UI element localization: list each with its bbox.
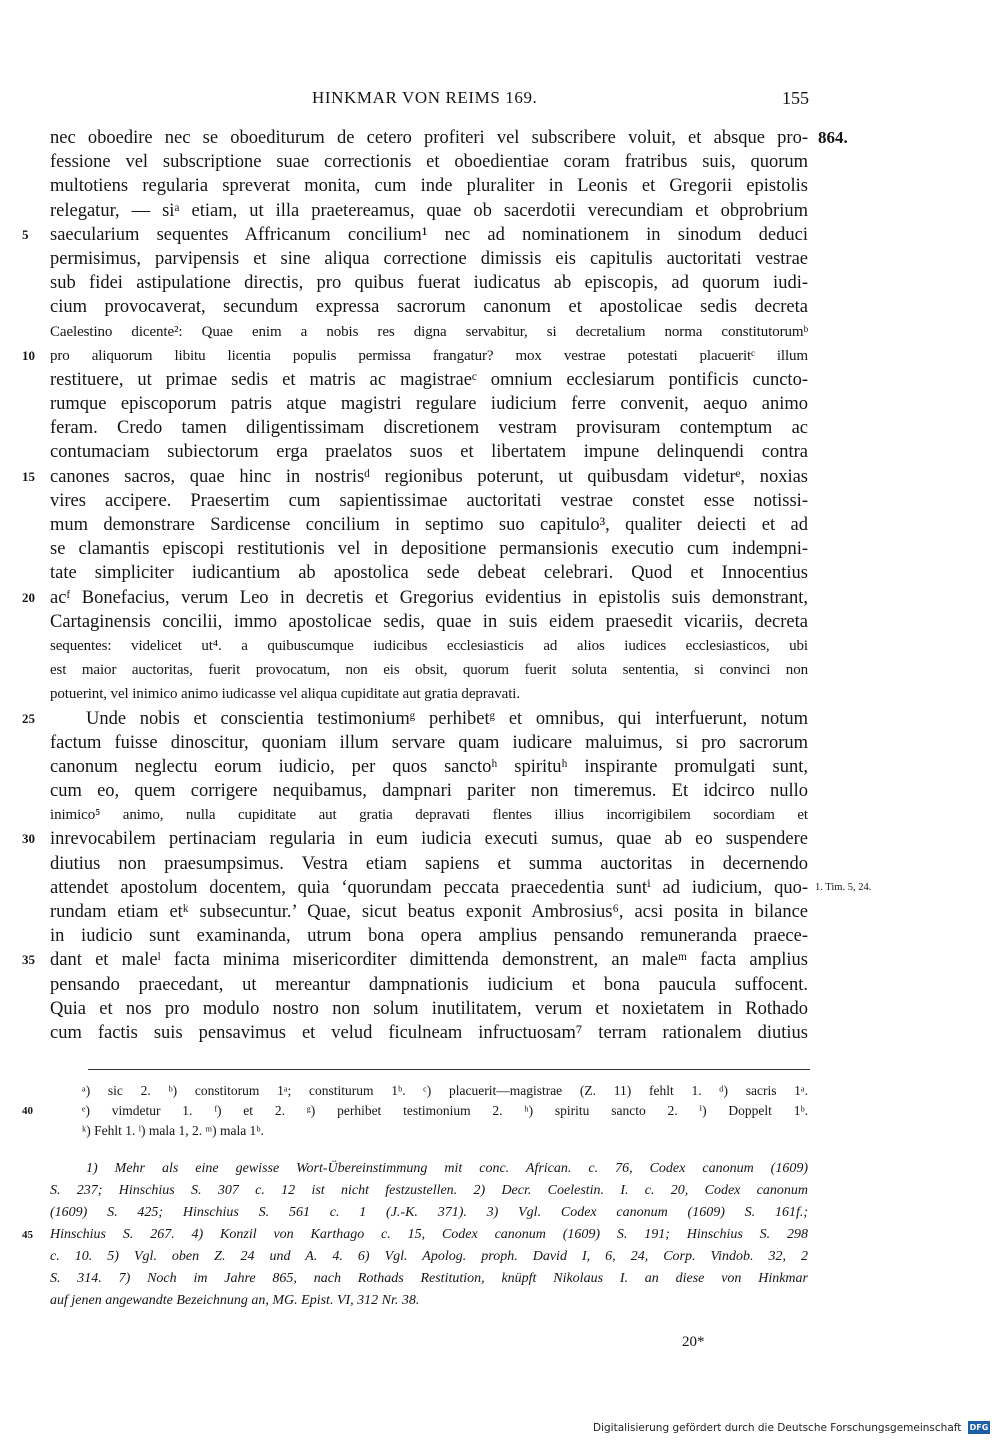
line-number: 20: [22, 589, 35, 605]
text-line: [0, 271, 1000, 295]
line-number: 35: [22, 952, 35, 968]
text-line: [0, 731, 1000, 755]
line-text: rundam etiam etᵏ subsecuntur.’ Quae, sicut beatus exponit Ambrosius⁶, acsi posita in bilance: [50, 902, 808, 922]
text-line: [0, 199, 1000, 223]
signature-mark: 20*: [682, 1334, 705, 1350]
text-line: [0, 827, 1000, 851]
text-line: [0, 416, 1000, 440]
page-header: [0, 88, 1000, 112]
text-line: [0, 174, 1000, 198]
footnote-text: S. 314. 7) Noch im Jahre 865, nach Rothads Restitution, knüpft Nikolaus I. an diese von Hinkmar: [50, 1271, 808, 1286]
text-line: [0, 948, 1000, 972]
line-text: inrevocabilem pertinaciam regularia in eum iudicia executi sumus, quae ab eo suspendere: [50, 829, 808, 850]
text-line: [0, 755, 1000, 779]
line-text: permisimus, parvipensis et sine aliqua correctione dimissis eis capitulis auctoritati vestrae: [50, 248, 808, 269]
line-text: fessione vel subscriptione suae correctionis et oboedientiae coram fratribus suis, quorum: [50, 152, 808, 173]
line-text: sub fidei astipulatione directis, pro quibus fuerat iudicatus ab episcopis, ad quorum iudi-: [50, 273, 808, 294]
line-number: 30: [22, 831, 35, 847]
line-text: Unde nobis et conscientia testimoniumᵍ perhibetᵍ et omnibus, qui interfuerunt, notum: [86, 708, 808, 729]
text-line: [0, 223, 1000, 247]
text-line: [0, 658, 1000, 682]
line-text: Caelestino dicente²: Quae enim a nobis res digna servabitur, si decretalium norma constitutorumᵇ: [50, 323, 808, 340]
margin-year: 864.: [818, 128, 848, 147]
line-text: pensando praecedant, ut mereantur dampnationis iudicium et bona paucula suffocent.: [50, 974, 808, 995]
line-text: canones sacros, quae hinc in nostrisᵈ regionibus poterunt, ut quibusdam videturᵉ, noxias: [50, 466, 808, 487]
apparatus-text: ᵏ) Fehlt 1. ˡ) mala 1, 2. ᵐ) mala 1ᵇ.: [82, 1123, 264, 1138]
footnote-text: S. 237; Hinschius S. 307 c. 12 ist nicht festzustellen. 2) Decr. Coelestin. I. c. 20, Codex canonum: [50, 1183, 808, 1198]
text-line: [0, 247, 1000, 271]
line-text: cium provocaverat, secundum expressa sacrorum canonum et apostolicae sedis decreta: [50, 297, 808, 318]
line-text: canonum neglectu eorum iudicio, per quos sanctoʰ spirituʰ inspirante promulgati sunt,: [50, 756, 808, 777]
line-text: attendet apostolum docentem, quia ‘quorundam peccata praecedentia suntⁱ ad iudicium, quo-: [50, 877, 808, 898]
line-number: 10: [22, 347, 35, 363]
line-text: mum demonstrare Sardicense concilium in septimo suo capitulo³, qualiter deiecti et ad: [50, 515, 808, 535]
line-text: vires accipere. Praesertim cum sapientissimae auctoritati vestrae constet esse notissi-: [50, 490, 808, 511]
text-line: [0, 489, 1000, 513]
line-text: se clamantis episcopi restitutionis vel in depositione permansionis executio cum indempni-: [50, 539, 808, 560]
footnote-line: [0, 1290, 1000, 1312]
line-text: diutius non praesumpsimus. Vestra etiam sapiens et summa auctoritas in decernendo: [50, 853, 808, 874]
footnote-line: [0, 1180, 1000, 1202]
footnote-line: [0, 1158, 1000, 1180]
funding-notice: Digitalisierung gefördert durch die Deutsche Forschungsgemeinschaft: [593, 1422, 962, 1434]
line-text: dant et maleˡ facta minima misericorditer dimittenda demonstrent, an maleᵐ facta amplius: [50, 950, 808, 971]
text-line: [0, 707, 1000, 731]
text-line: [0, 900, 1000, 924]
line-text: factum fuisse dinoscitur, quoniam illum servare quam iudicare maluimus, si pro sacrorum: [50, 732, 808, 753]
line-text: contumaciam subiectorum erga praelatos suos et libertatem impune delinquendi contra: [50, 442, 808, 463]
text-line: [0, 586, 1000, 610]
line-text: in iudicio sunt examinanda, utrum bona opera amplius pensando remuneranda praece-: [50, 926, 808, 947]
text-line: [0, 876, 1000, 900]
footnote-text: (1609) S. 425; Hinschius S. 561 c. 1 (J.-K. 371). 3) Vgl. Codex canonum (1609) S. 161f.;: [50, 1205, 808, 1220]
text-line: [0, 368, 1000, 392]
line-text: relegatur, — siᵃ etiam, ut illa praetereamus, quae ob sacerdotii verecundiam et obprobrium: [50, 200, 808, 221]
text-line: [0, 295, 1000, 319]
text-line: [0, 513, 1000, 537]
text-line: [0, 852, 1000, 876]
text-line: [0, 634, 1000, 658]
text-line: [0, 344, 1000, 368]
apparatus-line: [0, 1101, 1000, 1121]
line-text: rumque episcoporum patris atque magistri regulare iudicium ferre convenit, aequo animo: [50, 394, 808, 415]
line-text: tate simpliciter iudicantium ab apostolica sede debeat celebrari. Quod et Innocentius: [50, 563, 808, 584]
text-line: [0, 465, 1000, 489]
text-line: [0, 126, 1000, 150]
line-text: feram. Credo tamen diligentissimam discretionem vestram provisuram contemptum ac: [50, 418, 808, 439]
footnote-line: [0, 1246, 1000, 1268]
page-number: 155: [782, 88, 809, 108]
line-number: 45: [22, 1229, 33, 1241]
text-line: [0, 803, 1000, 827]
footnote-text: Hinschius S. 267. 4) Konzil von Karthago c. 15, Codex canonum (1609) S. 191; Hinschius S. 298: [50, 1227, 808, 1242]
critical-apparatus: [0, 1081, 1000, 1141]
line-text: sequentes: videlicet ut⁴. a quibuscumque iudicibus ecclesiasticis ad alios iudices ecclesiasticos, ubi: [50, 637, 808, 654]
text-line: [0, 924, 1000, 948]
footnote-line: [0, 1224, 1000, 1246]
text-line: [0, 779, 1000, 803]
line-text: acᶠ Bonefacius, verum Leo in decretis et Gregorius evidentius in epistolis suis demonstrant,: [50, 587, 808, 608]
line-text: restituere, ut primae sedis et matris ac magistraeᶜ omnium ecclesiarum pontificis cuncto-: [50, 369, 808, 390]
text-line: [0, 610, 1000, 634]
text-line: [0, 997, 1000, 1021]
footnote-rule: [88, 1069, 810, 1070]
margin-reference: 1. Tim. 5, 24.: [815, 881, 872, 893]
text-line: [0, 1021, 1000, 1045]
text-line: [0, 320, 1000, 344]
text-line: [0, 440, 1000, 464]
text-line: [0, 973, 1000, 997]
line-text: saecularium sequentes Affricanum concilium¹ nec ad nominationem in sinodum deduci: [50, 224, 808, 245]
line-text: multotiens regularia spreverat monita, cum inde pluraliter in Leonis et Gregorii epistolis: [50, 176, 808, 197]
line-number: 15: [22, 468, 35, 484]
apparatus-line: [0, 1121, 1000, 1141]
line-text: cum eo, quem corrigere nequibamus, dampnari pariter non timeremus. Et idcirco nullo: [50, 781, 808, 802]
apparatus-text: ᵉ) vimdetur 1. ᶠ) et 2. ᵍ) perhibet testimonium 2. ʰ) spiritu sancto 2. ⁱ) Doppelt 1ᵇ.: [82, 1103, 808, 1118]
footnote-text: 1) Mehr als eine gewisse Wort-Übereinstimmung mit conc. African. c. 76, Codex canonum (1609): [86, 1161, 808, 1176]
text-line: [0, 150, 1000, 174]
line-number: 40: [22, 1105, 33, 1117]
footnote-line: [0, 1202, 1000, 1224]
line-text: cum factis suis pensavimus et velud ficulneam infructuosam⁷ terram rationalem diutius: [50, 1022, 808, 1043]
line-text: est maior auctoritas, fuerit provocatum, non eis obsit, quorum fuerit soluta sententia, si convinci non: [50, 662, 808, 679]
text-line: [0, 392, 1000, 416]
line-text: nec oboedire nec se oboediturum de cetero profiteri vel subscribere voluit, et absque pro-: [50, 128, 808, 148]
line-text: inimico⁵ animo, nulla cupiditate aut gratia depravati flentes illius incorrigibilem socordiam et: [50, 807, 808, 824]
line-text: Cartaginensis concilii, immo apostolicae sedis, quae in suis eidem praesedit vicariis, decreta: [50, 611, 808, 632]
line-number: 5: [22, 226, 29, 242]
text-line: [0, 682, 1000, 706]
text-line: [0, 561, 1000, 585]
footnote-text: auf jenen angewandte Bezeichnung an, MG. Epist. VI, 312 Nr. 38.: [50, 1293, 420, 1308]
footnotes: [0, 1158, 1000, 1312]
line-number: 25: [22, 710, 35, 726]
footnote-text: c. 10. 5) Vgl. oben Z. 24 und A. 4. 6) Vgl. Apolog. proph. David I, 6, 24, Corp. Vindob. 32, 2: [50, 1249, 808, 1264]
text-line: [0, 537, 1000, 561]
line-text: Quia et nos pro modulo nostro non solum inutilitatem, verum et noxietatem in Rothado: [50, 998, 808, 1019]
apparatus-text: ᵃ) sic 2. ᵇ) constitorum 1ᵃ; constiturum 1ᵇ. ᶜ) placuerit—magistrae (Z. 11) fehlt 1. ᵈ) sacris 1ᵃ.: [82, 1083, 808, 1098]
running-head: HINKMAR VON REIMS 169.: [312, 88, 538, 107]
footnote-line: [0, 1268, 1000, 1290]
body-text: [0, 126, 1000, 1045]
apparatus-line: [0, 1081, 1000, 1101]
dfg-logo: DFG: [969, 1423, 989, 1432]
line-text: potuerint, vel inimico animo iudicasse vel aliqua cupiditate aut gratia depravati.: [50, 686, 520, 703]
line-text: pro aliquorum libitu licentia populis permissa frangatur? mox vestrae potestati placueritᶜ illum: [50, 347, 808, 364]
